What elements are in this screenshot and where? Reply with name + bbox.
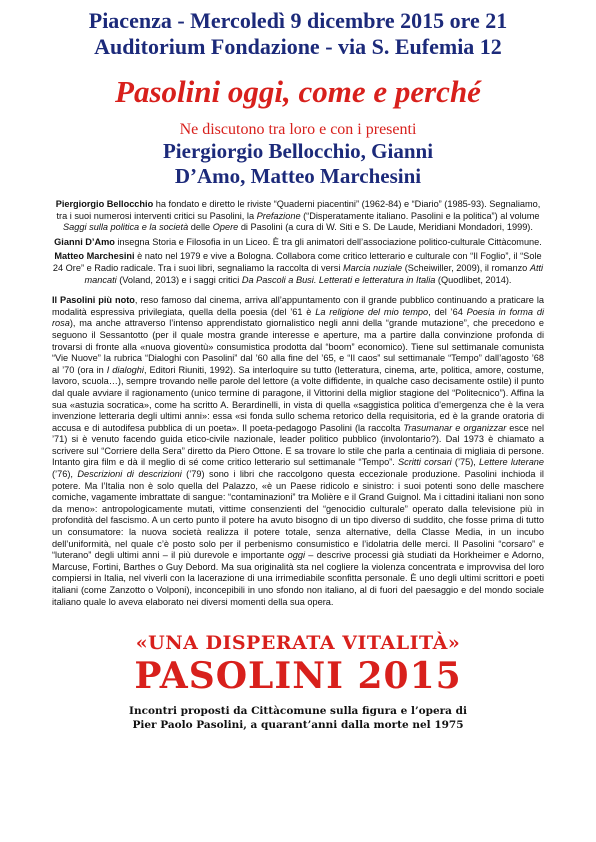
text-run: Poesia in forma di rosa — [52, 306, 544, 329]
text-run: è nato nel 1979 e vive a Bologna. Collabora come critico letterario e culturale con “Il Foglio”, il “Sole 24 Ore” e Radio radicale. Tra i suoi libri, segnaliamo la raccolta di versi — [52, 251, 542, 273]
text-run: Da Pascoli a Busi. Letterati e letteratura in Italia — [241, 274, 436, 285]
text-run: Saggi sulla politica e la società — [63, 222, 189, 233]
text-run: ha fondato e diretto le riviste “Quaderni piacentini” (1962-84) e “Diario” (1985-93). Segnaliamo, tra i suoi numerosi interventi critici su Pasolini, la — [56, 199, 541, 221]
text-run: Scritti corsari — [397, 457, 452, 468]
footer-line-1: Incontri proposti da Cittàcomune sulla figura e l’opera di — [129, 705, 467, 718]
page-title: Pasolini oggi, come e perché — [115, 74, 481, 109]
text-run: Atti mancati — [84, 262, 544, 285]
text-run: Lettere luterane — [479, 457, 545, 468]
text-run: (’76), — [52, 469, 78, 480]
footer-line-2: Pier Paolo Pasolini, a quarant’anni dalla morte nel 1975 — [132, 719, 464, 732]
text-run: , Editori Riuniti, 1992). Sa interloquire su tutto (letteratura, cinema, arte, politica, amore, costume, lavoro, scuola…), sempre trovando nelle parole del lettore (a volte diffidente, in qualche caso decisamente ostile) il punto dal quale avviare il ragionamento (unico termine di paragone, il Vittorini della miglior stagione del “Politecnico”). Affina la sua «astuzia socratica», come ha scritto A. Berardinelli, in vista di quella «saggistica politica d’emergenza che è la vera invenzione letteraria degli ultimi anni»: essa «si fonda sullo schema retorico della requisitoria, ed è la grande oratoria di accusa e di autodifesa pubblica di un poeta». Il poeta-pedagogo Pasolini (la raccolta — [52, 364, 544, 433]
event-date-line: Piacenza - Mercoledì 9 dicembre 2015 ore 21 — [88, 8, 508, 33]
text-run: insegna Storia e Filosofia in un Liceo. È tra gli animatori dell’associazione politico-culturale Cittàcomune. — [114, 236, 542, 247]
text-run: I dialoghi — [106, 364, 144, 375]
text-run: Opere — [212, 222, 239, 233]
event-quote: «UNA DISPERATA VITALITÀ» — [135, 632, 461, 655]
text-run: La religione del mio tempo — [315, 306, 429, 317]
text-run: Marcia nuziale — [342, 262, 403, 273]
text-run: delle — [188, 222, 213, 233]
text-run: , reso famoso dal cinema, arriva all’appuntamento con il grande pubblico continuando a praticare la modalità espressiva privilegiata, quella della poesia (del ’61 è — [52, 295, 544, 317]
bio-damo — [52, 237, 544, 249]
text-run: Il Pasolini più noto — [52, 295, 135, 306]
text-run: – descrive processi già studiati da Horkheimer e Adorno, Marcuse, Fortini, Barthes o Guy Debord. Ma sua originalità sta nel cogliere la violenza concentrata e improvvisa del loro compiersi in Italia, nel viverli con la lacerazione di una irrimediabile sconfitta personale. È uno degli ultimi scrittori e poeti italiani (come Zanzotto o Volponi), inconcepibili in uno sfondo non italiano, al di fuori del paesaggio e del mondo sociale italiano quale lo aveva elaborato nei diversi momenti della sua opera. — [52, 550, 544, 607]
essay-paragraph — [52, 295, 544, 608]
speakers-line-1: Piergiorgio Bellocchio, Gianni — [162, 139, 434, 163]
text-run: (Scheiwiller, 2009), il romanzo — [402, 262, 530, 273]
text-run: Trasumanar e organizzar — [403, 422, 507, 433]
bio-marchesini — [52, 251, 544, 286]
text-run: (“Disperatamente italiano. Pasolini e la politica”) al volume — [300, 210, 540, 221]
intro-line: Ne discutono tra loro e con i presenti — [179, 121, 417, 138]
bio-name: Piergiorgio Bellocchio — [55, 199, 154, 209]
text-run: , del ’64 — [428, 306, 467, 317]
event-name: PASOLINI 2015 — [134, 655, 462, 698]
text-run: oggi — [287, 550, 306, 561]
footer-note — [52, 704, 544, 732]
text-run: (Voland, 2013) e i saggi critici — [116, 274, 242, 285]
event-venue-line: Auditorium Fondazione - via S. Eufemia 12 — [94, 34, 502, 59]
text-run: (’75), — [451, 457, 480, 468]
bio-name: Gianni D’Amo — [54, 236, 115, 247]
text-run: ), ma anche attraverso l’intenso apprendistato giornalistico negli anni della “grande mutazione”, che precedono e seguono il Sessantotto (per il quale mostra grande interesse e aperture, ma a partire dalla convinzione profonda di trovarsi di fronte alla «nuova gioventù» consumistica prodotta dal “boom” economico). Tiene sul settimanale comunista “Vie Nuove” la rubrica “Dialoghi con Pasolini” dal ’60 alla fine del ’65, e “Il caos” sul settimanale “Tempo” dall’agosto ’68 al ’70 (ora in — [52, 318, 544, 375]
text-run: Prefazione — [256, 210, 301, 221]
speakers-line-2: D’Amo, Matteo Marchesini — [174, 164, 422, 188]
bio-bellocchio — [52, 199, 544, 234]
text-run: di Pasolini (a cura di W. Siti e S. De Laude, Meridiani Mondadori, 1999). — [238, 222, 533, 233]
main-essay — [52, 295, 544, 608]
text-run: (Quodlibet, 2014). — [435, 274, 512, 285]
text-run: Descrizioni di descrizioni — [77, 469, 182, 480]
text-run: (’79) sono i libri che raccolgono questa eccezionale produzione. Pasolini inchioda il potere. Ma l’Italia non è solo quella del Palazzo, «è un Paese ridicolo e sinistro: i suoi potenti sono delle maschere comiche, vagamente imbrattate di sangue: “contaminazioni” tra Molière e il Grand Guignol. Ma i cittadini italiani non sono da meno»: antropologicamente mutati, vittime consenzienti del “genocidio culturale” operato dalla televisione più in profondità del fascismo. A un certo punto il potere ha avuto bisogno di un tipo diverso di suddito, che fosse prima di tutto un consumatore: la nuova società realizza il potere totale, senza alternative, della Classe Media, in un incubo dell’uniformità, nel quale c’è posto solo per il perbenismo consumistico e l’idolatria delle merci. Il Pasolini “corsaro” e “luterano” degli ultimi anni – il più durevole e importante — [52, 469, 544, 561]
bio-name: Matteo Marchesini — [54, 251, 135, 262]
bio-text — [115, 237, 542, 247]
text-run: esce nel ’71) si è venuto facendo guida etico-civile nazionale, leader politico pubblico (involontario?). Dal 1973 è chiamato a scrivere sul “Corriere della Sera” diretto da Piero Ottone. E sa trovare lo stile che parla a centinaia di migliaia di persone. Intanto gira film e dà il meglio di sé come critico letterario sul settimanale “Tempo”. — [52, 422, 544, 468]
speaker-bios — [52, 199, 544, 286]
